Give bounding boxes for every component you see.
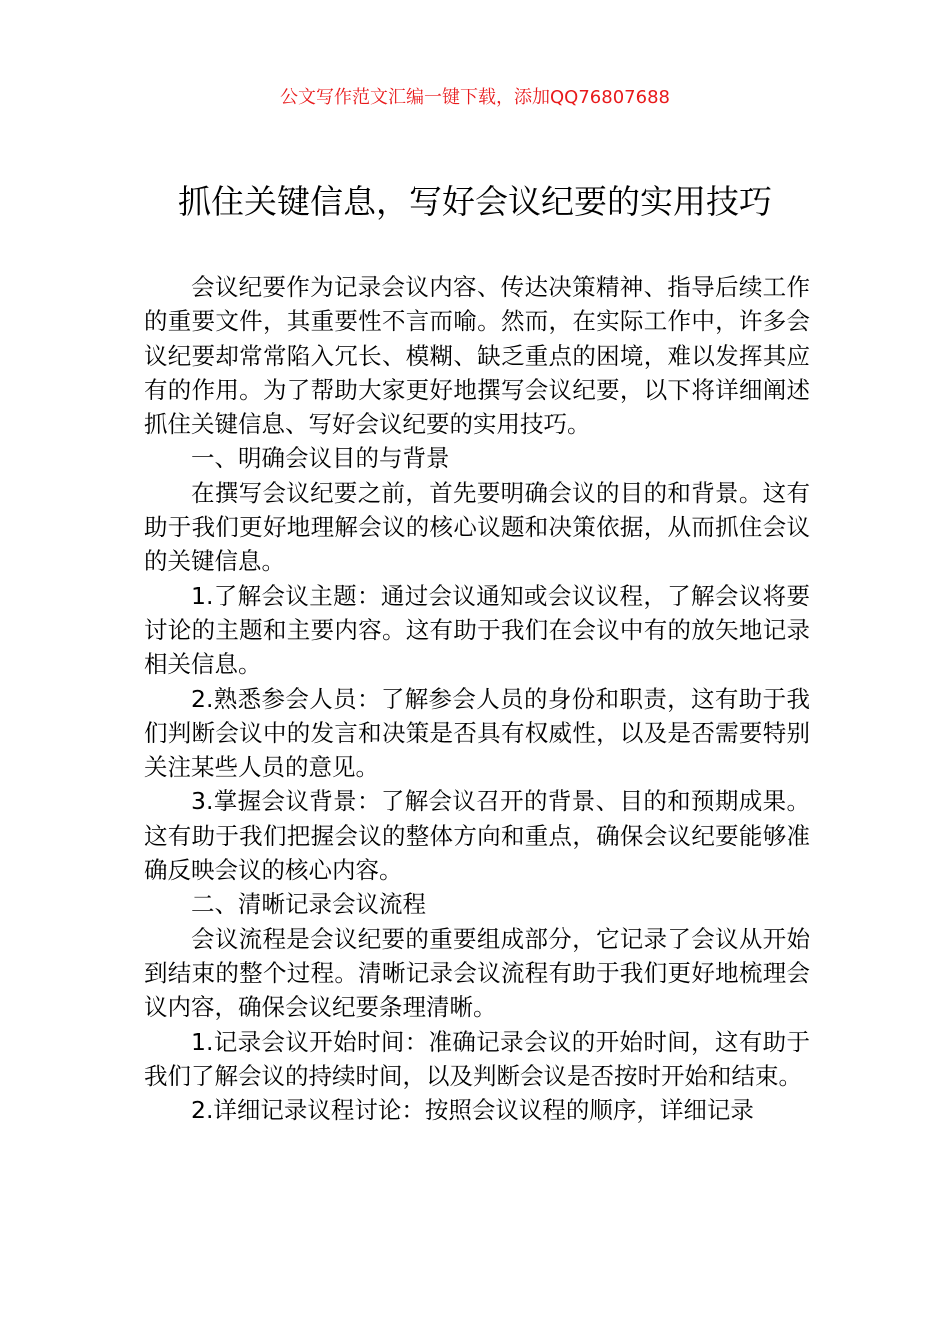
section-1-paragraph: 在撰写会议纪要之前，首先要明确会议的目的和背景。这有助于我们更好地理解会议的核心议题和决策依据，从而抓住会议的关键信息。 <box>144 478 810 576</box>
list-item-1-3: 3.掌握会议背景：了解会议召开的背景、目的和预期成果。这有助于我们把握会议的整体方向和重点，确保会议纪要能够准确反映会议的核心内容。 <box>144 787 810 885</box>
list-item-2-1: 1.记录会议开始时间：准确记录会议的开始时间，这有助于我们了解会议的持续时间，以及判断会议是否按时开始和结束。 <box>144 1027 810 1090</box>
section-2-paragraph: 会议流程是会议纪要的重要组成部分，它记录了会议从开始到结束的整个过程。清晰记录会议流程有助于我们更好地梳理会议内容，确保会议纪要条理清晰。 <box>144 924 810 1022</box>
section-heading-1: 一、明确会议目的与背景 <box>191 444 450 473</box>
intro-paragraph: 会议纪要作为记录会议内容、传达决策精神、指导后续工作的重要文件，其重要性不言而喻。然而，在实际工作中，许多会议纪要却常常陷入冗长、模糊、缺乏重点的困境，难以发挥其应有的作用。为了帮助大家更好地撰写会议纪要，以下将详细阐述抓住关键信息、写好会议纪要的实用技巧。 <box>144 273 810 439</box>
section-heading-2: 二、清晰记录会议流程 <box>191 890 426 919</box>
list-item-1-1: 1.了解会议主题：通过会议通知或会议议程，了解会议将要讨论的主题和主要内容。这有助于我们在会议中有的放矢地记录相关信息。 <box>144 581 810 679</box>
list-item-1-2: 2.熟悉参会人员：了解参会人员的身份和职责，这有助于我们判断会议中的发言和决策是否具有权威性，以及是否需要特别关注某些人员的意见。 <box>144 684 810 782</box>
download-banner: 公文写作范文汇编一键下载，添加QQ76807688 <box>280 87 670 108</box>
document-body <box>144 270 810 1127</box>
document-title: 抓住关键信息，写好会议纪要的实用技巧 <box>178 182 772 221</box>
list-item-2-2: 2.详细记录议程讨论：按照会议议程的顺序，详细记录 <box>191 1096 754 1125</box>
